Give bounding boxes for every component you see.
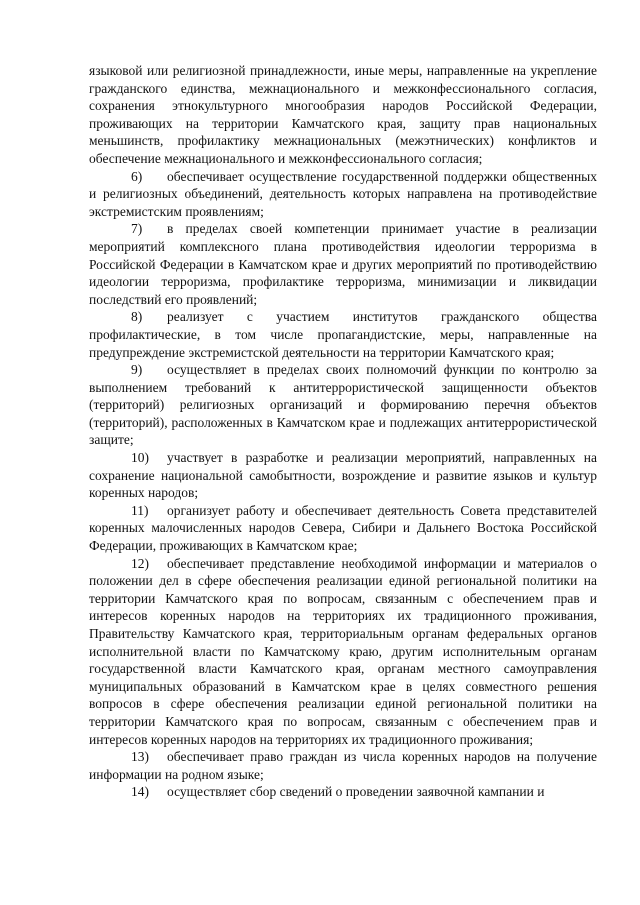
list-item bbox=[89, 783, 597, 801]
list-item-text: обеспечивает осуществление государственной поддержки общественных и религиозных объединений, деятельность которых направлена на противодействие экстремистским проявлениям; bbox=[89, 168, 597, 219]
list-item bbox=[89, 308, 597, 361]
list-item-number: 12) bbox=[131, 555, 149, 571]
list-item-text: осуществляет сбор сведений о проведении заявочной кампании и bbox=[167, 784, 545, 800]
document-page bbox=[89, 62, 597, 801]
list-item-text: реализует с участием институтов гражданского общества профилактические, в том числе пропагандистские, меры, направленные на предупреждение экстремистской деятельности на территории Камчатского края; bbox=[89, 309, 597, 360]
list-item-number: 13) bbox=[131, 749, 149, 765]
list-item-number: 6) bbox=[131, 168, 143, 184]
list-item-number: 9) bbox=[131, 362, 143, 378]
list-item bbox=[89, 220, 597, 308]
paragraph-text: языковой или религиозной принадлежности, иные меры, направленные на укрепление гражданского единства, межнационального и межконфессионального согласия, сохранения этнокультурного многообразия народов Российской Федерации, проживающих на территории Камчатского края, защиту прав национальных меньшинств, профилактику межнациональных (межэтнических) конфликтов и обеспечение межнационального и межконфессионального согласия; bbox=[89, 63, 597, 166]
list-item bbox=[89, 748, 597, 783]
list-item-number: 8) bbox=[131, 309, 143, 325]
list-item bbox=[89, 502, 597, 555]
list-item-text: обеспечивает право граждан из числа коренных народов на получение информации на родном языке; bbox=[89, 749, 597, 782]
list-item bbox=[89, 168, 597, 221]
list-item bbox=[89, 361, 597, 449]
list-item bbox=[89, 555, 597, 749]
list-item-number: 11) bbox=[131, 502, 149, 518]
list-item-text: организует работу и обеспечивает деятельность Совета представителей коренных малочисленных народов Севера, Сибири и Дальнего Востока Российской Федерации, проживающих в Камчатском крае; bbox=[89, 502, 597, 554]
list-item-number: 10) bbox=[131, 450, 149, 466]
list-item-number: 14) bbox=[131, 784, 149, 800]
list-item-text: в пределах своей компетенции принимает участие в реализации мероприятий комплексного плана противодействия идеологии терроризма в Российской Федерации в Камчатском крае и других мероприятий по противодействию идеологии терроризма, профилактике терроризма, минимизации и ликвидации последствий его проявлений; bbox=[89, 221, 597, 307]
list-item-text: обеспечивает представление необходимой информации и материалов о положении дел в сфере обеспечения реализации единой региональной политики на территории Камчатского края по вопросам, связанным с обеспечением прав и интересов коренных народов на территориях их традиционного проживания, Правительству Камчатского края, территориальным органам федеральных органов исполнительной власти по Камчатскому краю, другим исполнительным органам государственной власти Камчатского края, органам местного самоуправления муниципальных образований в Камчатском крае в целях совместного решения вопросов в сфере обеспечения реализации единой региональной политики на территории Камчатского края по вопросам, связанным с обеспечением прав и интересов коренных народов на территориях их традиционного проживания; bbox=[89, 555, 597, 747]
list-item-text: участвует в разработке и реализации мероприятий, направленных на сохранение национальной самобытности, возрождение и развитие языков и культур коренных народов; bbox=[89, 450, 597, 501]
paragraph-continuation bbox=[89, 62, 597, 168]
list-item-number: 7) bbox=[131, 221, 143, 237]
list-item bbox=[89, 449, 597, 502]
list-item-text: осуществляет в пределах своих полномочий функции по контролю за выполнением требований к антитеррористической защищенности объектов (территорий) религиозных организаций и формированию перечня объектов (территорий), расположенных в Камчатском крае и подлежащих антитеррористической защите; bbox=[89, 362, 597, 448]
